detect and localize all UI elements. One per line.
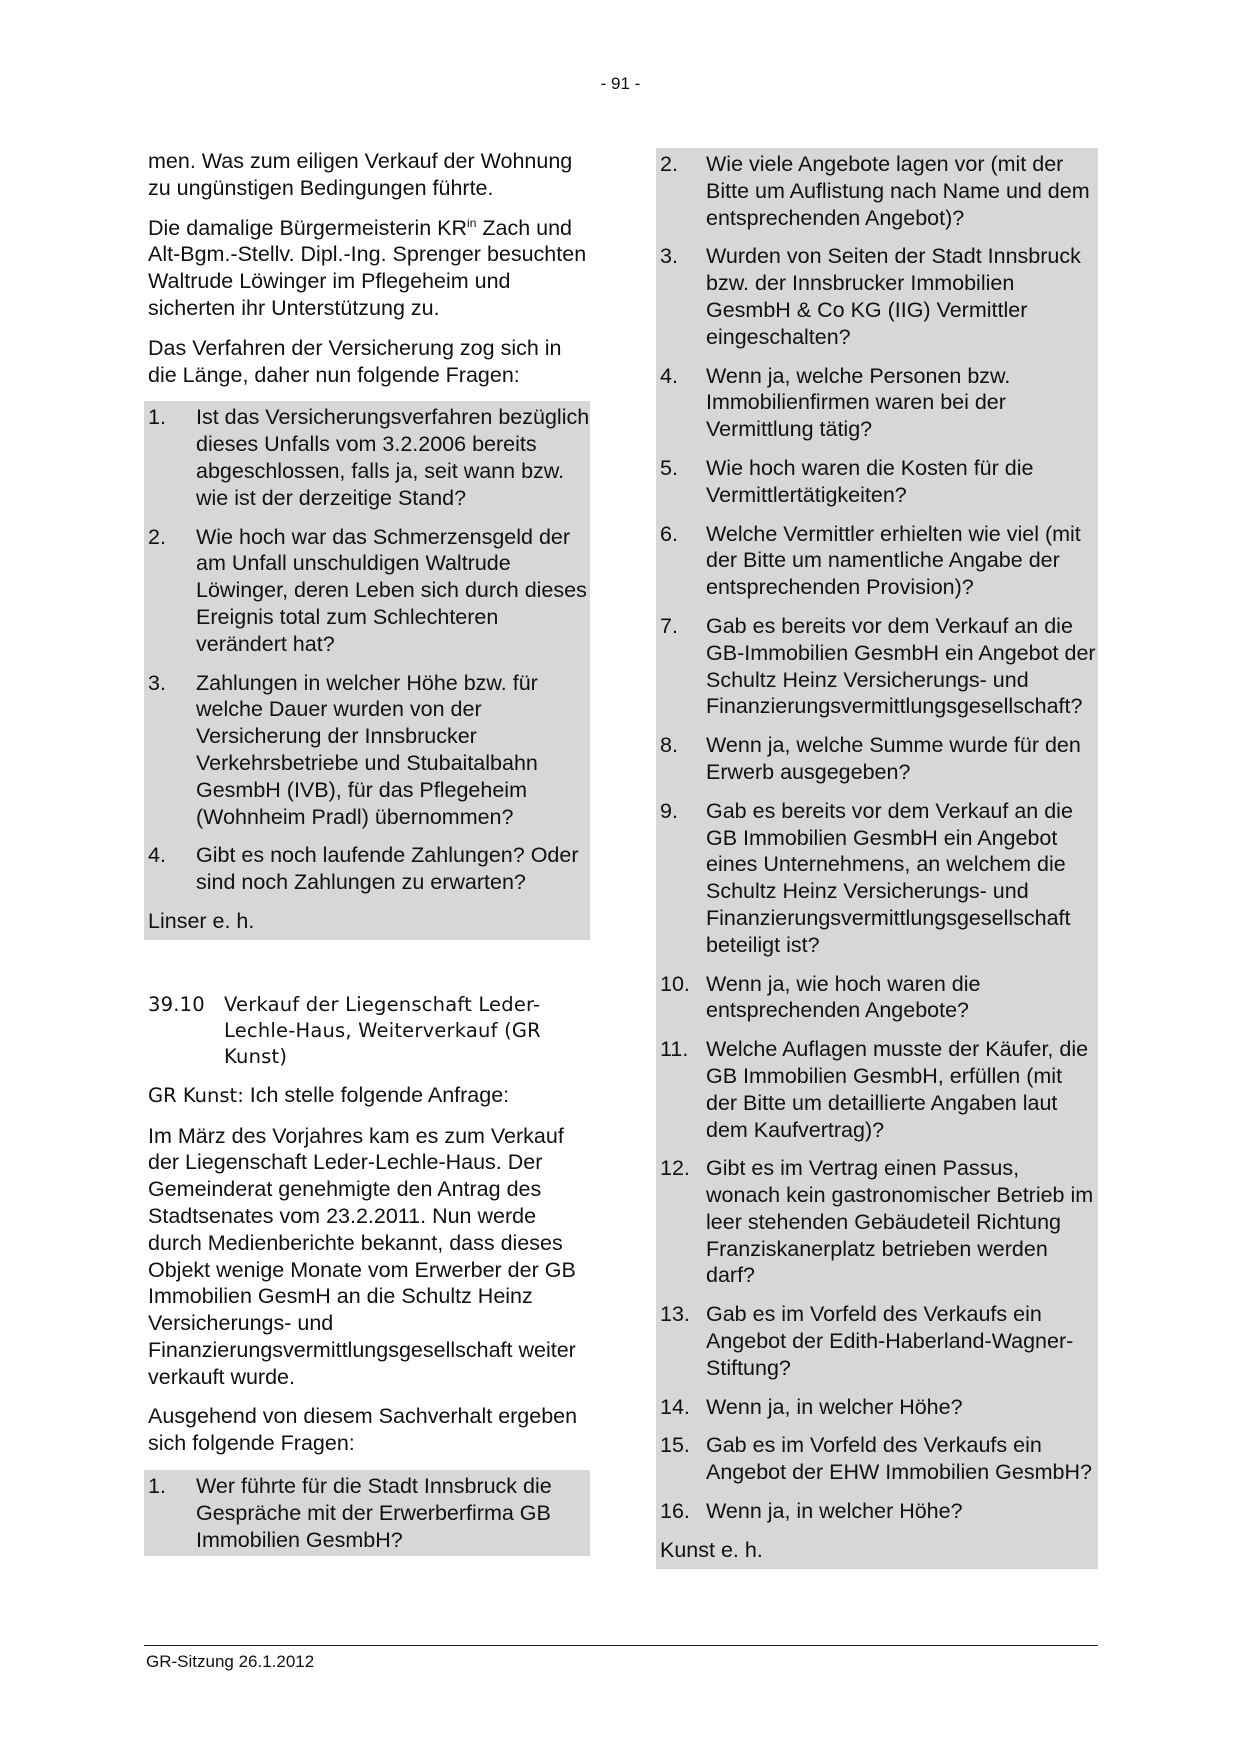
question-item [148, 670, 590, 831]
question-block [144, 401, 590, 939]
question-number: 10. [660, 971, 690, 996]
question-item [660, 455, 1098, 509]
question-item [148, 1473, 590, 1553]
question-text: Gab es bereits vor dem Verkauf an die GB Immobilien GesmbH ein Angebot eines Unternehmens, an welchem die Schultz Heinz Versicherungs- und Finanzierungsvermittlungsgesellschaft beteiligt ist? [706, 798, 1073, 957]
question-item [660, 243, 1098, 350]
question-text: Gab es im Vorfeld des Verkaufs ein Angebot der EHW Immobilien GesmbH? [706, 1433, 1092, 1485]
question-number: 1. [148, 405, 166, 430]
text-run: Die damalige Bürgermeisterin KR [148, 215, 468, 240]
question-number: 1. [148, 1474, 166, 1499]
question-number: 3. [148, 670, 166, 695]
question-item [660, 1498, 1098, 1525]
question-text: Welche Vermittler erhielten wie viel (mit der Bitte um namentliche Angabe der entsprechenden Provision)? [706, 521, 1081, 600]
question-item [660, 971, 1098, 1025]
question-text: Wenn ja, in welcher Höhe? [706, 1499, 963, 1524]
question-text: Zahlungen in welcher Höhe bzw. für welche Dauer wurden von der Versicherung der Innsbrucker Verkehrsbetriebe und Stubaitalbahn GesmbH (IVB), für das Pflegeheim (Wohnheim Pradl) übernommen? [196, 670, 538, 829]
question-block [144, 1470, 590, 1556]
question-item [148, 842, 590, 896]
question-number: 12. [660, 1156, 690, 1181]
superscript: in [467, 215, 477, 230]
question-item [660, 151, 1098, 231]
paragraph: men. Was zum eiligen Verkauf der Wohnung zu ungünstigen Bedingungen führte. [148, 149, 573, 200]
question-number: 15. [660, 1433, 690, 1458]
question-text: Gibt es noch laufende Zahlungen? Oder sind noch Zahlungen zu erwarten? [196, 843, 579, 895]
question-text: Wurden von Seiten der Stadt Innsbruck bzw. der Innsbrucker Immobilien GesmbH & Co KG (IIG) Vermittler eingeschalten? [706, 244, 1081, 349]
text-run: Ich stelle folgende Anfrage: [243, 1082, 510, 1107]
question-text: Gibt es im Vertrag einen Passus, wonach kein gastronomischer Betrieb im leer stehenden Gebäudeteil Richtung Franziskanerplatz betrieben werden darf? [706, 1156, 1094, 1288]
question-number: 3. [660, 244, 678, 269]
signature: Kunst e. h. [660, 1537, 763, 1562]
question-item [660, 521, 1098, 601]
speaker-name: GR Kunst: [148, 1083, 244, 1107]
question-text: Wie hoch waren die Kosten für die Vermittlertätigkeiten? [706, 455, 1034, 507]
paragraph: Im März des Vorjahres kam es zum Verkauf der Liegenschaft Leder-Lechle-Haus. Der Gemeinderat genehmigte den Antrag des Stadtsenates vom 23.2.2011. Nun werde durch Medienberichte bekannt, dass dieses Objekt wenige Monate vom Erwerber der GB Immobilien GesmH an die Schultz Heinz Versicherungs- und Finanzierungsvermittlungsgesellschaft weiter verkauft wurde. [148, 1123, 576, 1389]
question-number: 4. [660, 363, 678, 388]
page-number: - 91 - [600, 74, 641, 93]
question-number: 7. [660, 613, 678, 638]
question-number: 14. [660, 1394, 690, 1419]
question-item [148, 524, 590, 658]
paragraph: Ausgehend von diesem Sachverhalt ergeben sich folgende Fragen: [148, 1404, 578, 1456]
question-number: 16. [660, 1499, 690, 1524]
question-text: Wenn ja, welche Personen bzw. Immobilienfirmen waren bei der Vermittlung tätig? [706, 363, 1011, 442]
question-text: Wenn ja, wie hoch waren die entsprechenden Angebote? [706, 971, 981, 1023]
question-number: 11. [660, 1037, 689, 1062]
question-item [660, 1301, 1098, 1381]
question-item [660, 613, 1098, 720]
section-number: 39.10 [148, 992, 205, 1016]
question-item [660, 1394, 1098, 1421]
question-number: 13. [660, 1302, 690, 1327]
question-number: 8. [660, 733, 678, 758]
question-text: Ist das Versicherungsverfahren bezüglich dieses Unfalls vom 3.2.2006 bereits abgeschlossen, falls ja, seit wann bzw. wie ist der derzeitige Stand? [196, 405, 590, 510]
question-number: 2. [660, 152, 678, 176]
question-number: 9. [660, 798, 678, 823]
section-title: Verkauf der Liegenschaft Leder-Lechle-Haus, Weiterverkauf (GR Kunst) [224, 992, 541, 1068]
question-item [660, 1432, 1098, 1486]
question-item [660, 732, 1098, 786]
question-number: 5. [660, 455, 678, 480]
paragraph [148, 1082, 590, 1110]
question-text: Wenn ja, in welcher Höhe? [706, 1394, 963, 1419]
paragraph [148, 215, 590, 322]
question-text: Welche Auflagen musste der Käufer, die GB Immobilien GesmbH, erfüllen (mit der Bitte um detaillierte Angaben laut dem Kaufvertrag)? [706, 1037, 1089, 1142]
question-text: Wie hoch war das Schmerzensgeld der am Unfall unschuldigen Waltrude Löwinger, deren Leben sich durch dieses Ereignis total zum Schlechteren verändert hat? [196, 524, 587, 656]
question-number: 4. [148, 843, 166, 868]
right-column [656, 148, 1098, 1569]
footer: GR-Sitzung 26.1.2012 [146, 1652, 315, 1671]
question-item [660, 798, 1098, 959]
question-number: 6. [660, 521, 678, 546]
question-text: Gab es bereits vor dem Verkauf an die GB-Immobilien GesmbH ein Angebot der Schultz Heinz Versicherungs- und Finanzierungsvermittlungsgesellschaft? [706, 613, 1096, 719]
question-block [656, 148, 1098, 1569]
question-text: Wer führte für die Stadt Innsbruck die Gespräche mit der Erwerberfirma GB Immobilien GesmbH? [196, 1474, 552, 1552]
question-text: Gab es im Vorfeld des Verkaufs ein Angebot der Edith-Haberland-Wagner-Stiftung? [706, 1302, 1074, 1380]
signature: Linser e. h. [148, 908, 255, 933]
footer-divider [144, 1645, 1098, 1646]
question-item [660, 1036, 1098, 1143]
question-item [148, 404, 590, 511]
question-item [660, 1155, 1098, 1289]
left-column [144, 148, 590, 1556]
text-run: Zach und Alt-Bgm.-Stellv. Dipl.-Ing. Sprenger besuchten Waltrude Löwinger im Pflegeheim und sicherten ihr Unterstützung zu. [148, 215, 587, 320]
question-text: Wenn ja, welche Summe wurde für den Erwerb ausgegeben? [706, 733, 1081, 784]
question-text: Wie viele Angebote lagen vor (mit der Bitte um Auflistung nach Name und dem entsprechenden Angebot)? [706, 152, 1090, 230]
question-number: 2. [148, 524, 166, 549]
question-item [660, 363, 1098, 443]
paragraph: Das Verfahren der Versicherung zog sich in die Länge, daher nun folgende Fragen: [148, 335, 562, 387]
section-heading [148, 992, 590, 1070]
